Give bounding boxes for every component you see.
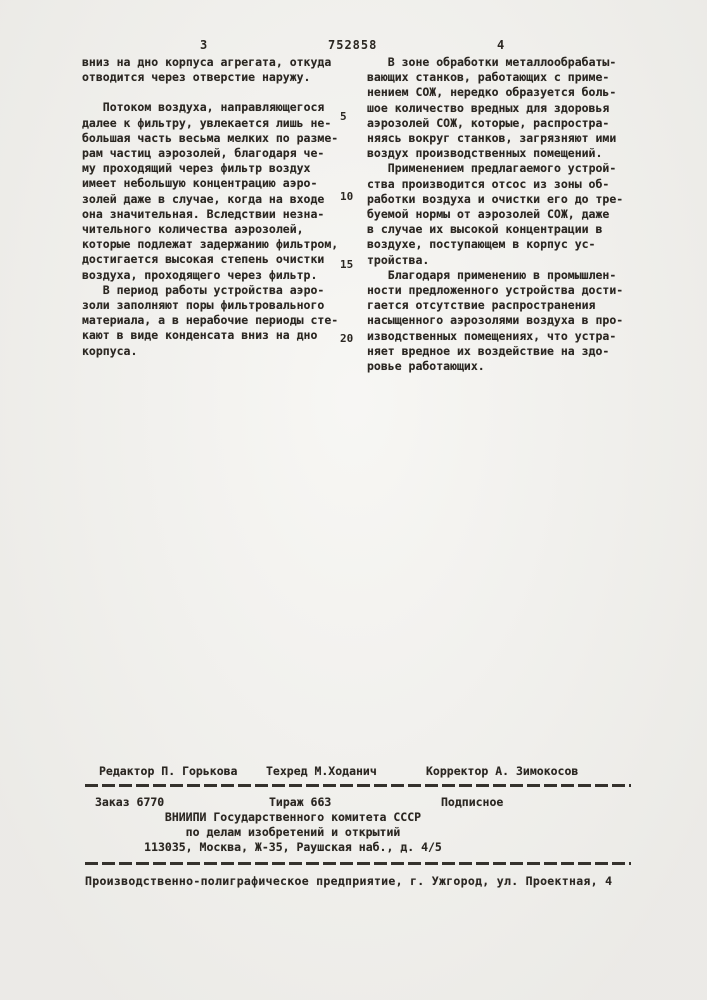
- paragraph: Применением предлагаемого устрой- ства производится отсос из зоны об- работки воздуха и очистки его до тре- буемой нормы от аэрозолей СОЖ, даже в случае их высокой концентрации в воздухе, поступающем в корпус ус- тройства.: [367, 161, 624, 267]
- credits-row: [85, 762, 631, 782]
- margin-line-number: 15: [340, 258, 354, 271]
- dashed-divider: [85, 862, 631, 865]
- paragraph: Благодаря применению в промышлен- ности предложенного устройства дости- гается отсутствие распространения насыщенного аэрозолями воздуха в про- изводственных помещениях, что устра- няет вредное их воздействие на здо- ровье работающих.: [367, 267, 624, 374]
- margin-line-number: 5: [340, 110, 347, 123]
- page-footer: [85, 762, 631, 888]
- margin-line-number: 20: [340, 332, 354, 345]
- print-info-row: [85, 795, 631, 809]
- page-header: [0, 38, 707, 54]
- techred-credit: Техред М.Ходанич: [266, 764, 377, 778]
- publisher-block: [85, 810, 501, 855]
- publisher-line-1: ВНИИПИ Государственного комитета СССР: [164, 810, 422, 824]
- right-text-column: [367, 55, 637, 374]
- paragraph: В зоне обработки металлообрабаты- вающих станков, работающих с приме- нением СОЖ, нередко образуется боль- шое количество вредных для здоровья аэрозолей СОЖ, которые, распростра- няясь вокруг станков, загрязняют ими воздух производственных помещений.: [367, 55, 617, 161]
- patent-number: 752858: [328, 38, 378, 52]
- left-column-number: 3: [200, 38, 208, 52]
- paragraph: В период работы устройства аэро- золи заполняют поры фильтровального материала, а в нерабочие периоды сте- кают в виде конденсата вниз на дно корпуса.: [82, 282, 339, 358]
- dashed-divider: [85, 784, 631, 787]
- order-number: Заказ 6770: [95, 795, 165, 809]
- left-text-column: [82, 55, 346, 359]
- publisher-address: 113035, Москва, Ж-35, Раушская наб., д. 4/5: [144, 840, 442, 854]
- printer-line: Производственно-полиграфическое предприятие, г. Ужгород, ул. Проектная, 4: [85, 874, 613, 888]
- right-column-number: 4: [497, 38, 505, 52]
- paragraph: вниз на дно корпуса агрегата, откуда отводится через отверстие наружу.: [82, 55, 332, 85]
- publisher-line-2: по делам изобретений и открытий: [185, 825, 401, 839]
- margin-line-number: 10: [340, 190, 354, 203]
- editor-credit: Редактор П. Горькова: [99, 764, 238, 778]
- corrector-credit: Корректор А. Зимокосов: [426, 764, 579, 778]
- subscription-note: Подписное: [441, 795, 504, 809]
- print-run: Тираж 663: [269, 795, 332, 809]
- paragraph: Потоком воздуха, направляющегося далее к фильтру, увлекается лишь не- большая часть весьма мелких по разме- рам частиц аэрозолей, благодаря че- му проходящий через фильтр воздух имеет небольшую концентрацию аэро- золей даже в случае, когда на входе она значительная. Вследствии незна- чительного количества аэрозолей, которые подлежат задержанию фильтром, достигается высокая степень очистки воздуха, проходящего через фильтр.: [82, 100, 339, 282]
